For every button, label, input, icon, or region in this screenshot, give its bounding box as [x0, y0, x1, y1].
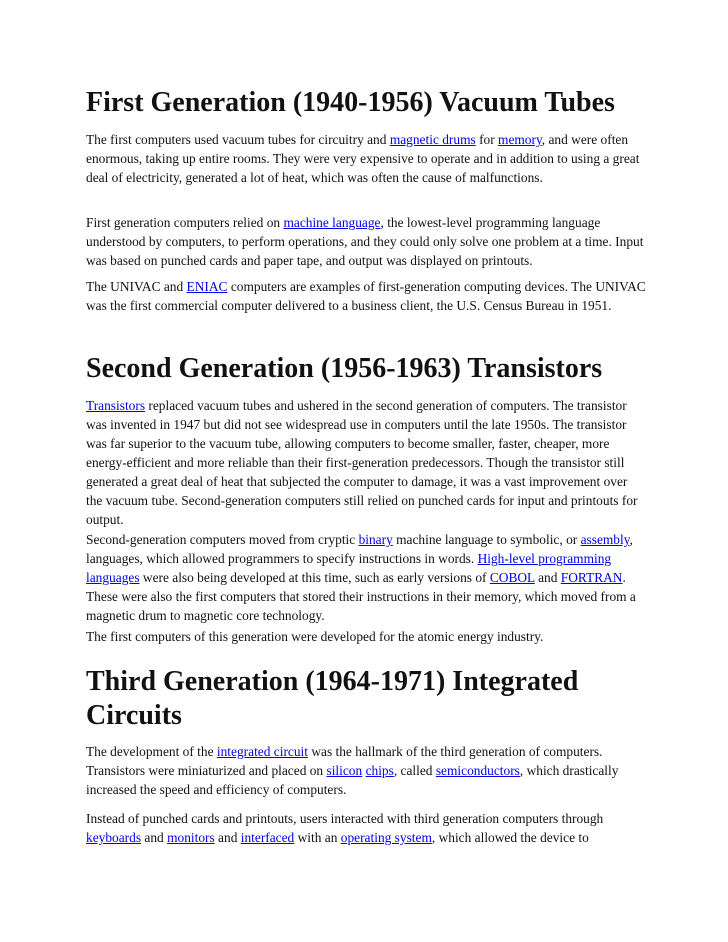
paragraph: [86, 627, 646, 646]
paragraph-text: , which allowed the device to: [431, 830, 589, 845]
hyperlink-keyboards[interactable]: keyboards: [86, 830, 142, 845]
paragraph: [86, 213, 646, 270]
paragraph-text: , which drastically increased the speed and efficiency of computers.: [86, 763, 619, 797]
hyperlink-silicon[interactable]: silicon: [326, 763, 363, 778]
paragraph-text: , languages, which allowed programmers to specify instructions in words.: [86, 532, 633, 566]
paragraph-text: were also being developed at this time, such as early versions of: [139, 570, 490, 585]
paragraph-text: computers are examples of first-generation computing devices. The UNIVAC was the first commercial computer delivered to a business client, the U.S. Census Bureau in 1951.: [86, 279, 646, 313]
section-heading-first-generation: First Generation (1940-1956) Vacuum Tubes: [86, 87, 615, 118]
hyperlink-operating-system[interactable]: operating system: [340, 830, 432, 845]
hyperlink-high-level-programming-languages[interactable]: High-level programming languages: [86, 551, 612, 585]
paragraph-text: was the hallmark of the third generation of computers. Transistors were miniaturized and placed on: [86, 744, 603, 778]
hyperlink-binary[interactable]: binary: [358, 532, 393, 547]
hyperlink-cobol[interactable]: COBOL: [489, 570, 535, 585]
paragraph-text: . These were also the first computers that stored their instructions in their memory, which moved from a magnetic drum to magnetic core technology.: [86, 570, 636, 623]
hyperlink-fortran[interactable]: FORTRAN: [560, 570, 623, 585]
paragraph-text: and: [141, 830, 168, 845]
hyperlink-machine-language[interactable]: machine language: [283, 215, 381, 230]
hyperlink-eniac[interactable]: ENIAC: [186, 279, 228, 294]
paragraph: [86, 396, 646, 529]
paragraph-text: , called: [393, 763, 436, 778]
paragraph-text: The development of the: [86, 744, 217, 759]
paragraph-text: and: [534, 570, 561, 585]
hyperlink-chips[interactable]: chips: [365, 763, 394, 778]
paragraph-text: , the lowest-level programming language understood by computers, to perform operations, and they could only solve one problem at a time. Input was based on punched cards and paper tape, and output was displayed on printouts.: [86, 215, 644, 268]
paragraph-text: The first computers of this generation were developed for the atomic energy industry.: [86, 629, 544, 644]
paragraph-text: , and were often enormous, taking up entire rooms. They were very expensive to operate and in addition to using a great deal of electricity, generated a lot of heat, which was often the cause of malfunctions.: [86, 132, 640, 185]
paragraph: [86, 277, 646, 315]
section-heading-second-generation: Second Generation (1956-1963) Transistors: [86, 353, 603, 384]
paragraph-text: replaced vacuum tubes and ushered in the second generation of computers. The transistor was invented in 1947 but did not see widespread use in computers until the late 1950s. The transistor was far superior to the vacuum tube, allowing computers to become smaller, faster, cheaper, more energy-efficient and more reliable than their first-generation predecessors. Though the transistor still generated a great deal of heat that subjected the computer to damage, it was a vast improvement over the vacuum tube. Second-generation computers still relied on punched cards for input and printouts for output.: [86, 398, 638, 527]
paragraph: [86, 130, 646, 187]
paragraph-text: Second-generation computers moved from cryptic: [86, 532, 359, 547]
hyperlink-interfaced[interactable]: interfaced: [240, 830, 295, 845]
paragraph-text: machine language to symbolic, or: [392, 532, 581, 547]
paragraph-text: The first computers used vacuum tubes for circuitry and: [86, 132, 390, 147]
paragraph: [86, 742, 646, 799]
paragraph-text: The UNIVAC and: [86, 279, 187, 294]
hyperlink-memory[interactable]: memory: [498, 132, 542, 147]
paragraph-text: Instead of punched cards and printouts, users interacted with third generation computers through: [86, 811, 604, 826]
paragraph-text: and: [214, 830, 241, 845]
section-heading-third-generation: Third Generation (1964-1971) Integrated Circuits: [86, 666, 579, 731]
paragraph-text: First generation computers relied on: [86, 215, 284, 230]
paragraph: [86, 530, 646, 625]
paragraph-text: with an: [294, 830, 341, 845]
hyperlink-monitors[interactable]: monitors: [167, 830, 215, 845]
hyperlink-transistors[interactable]: Transistors: [86, 398, 146, 413]
hyperlink-magnetic-drums[interactable]: magnetic drums: [389, 132, 476, 147]
hyperlink-integrated-circuit[interactable]: integrated circuit: [216, 744, 308, 759]
hyperlink-assembly[interactable]: assembly: [580, 532, 630, 547]
paragraph: [86, 809, 646, 847]
paragraph-text: for: [475, 132, 499, 147]
hyperlink-semiconductors[interactable]: semiconductors: [435, 763, 520, 778]
